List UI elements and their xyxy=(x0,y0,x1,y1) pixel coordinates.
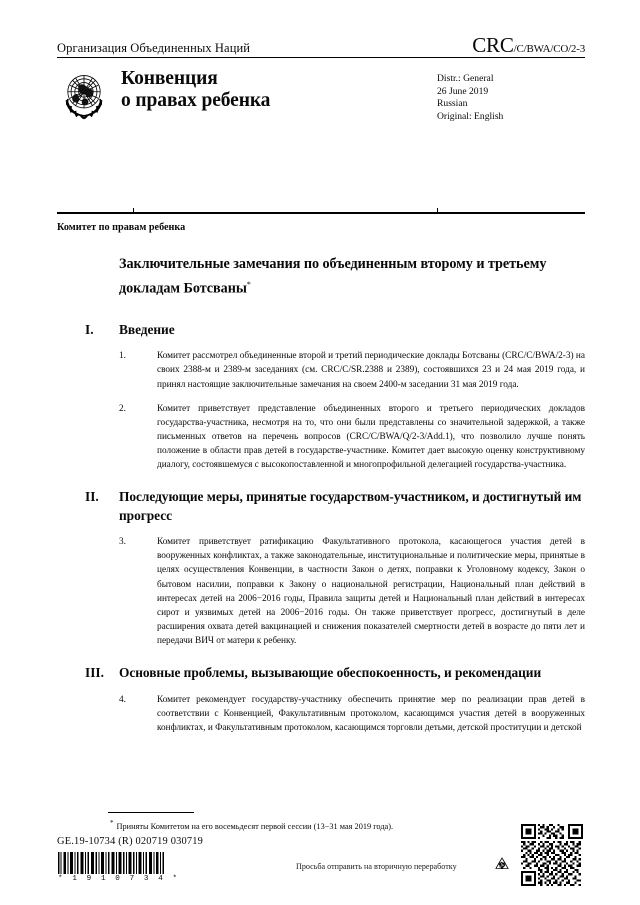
section-heading-3 xyxy=(85,664,585,683)
masthead xyxy=(57,33,585,129)
paragraph-number-3: 3. xyxy=(119,537,126,548)
section-number-2: II. xyxy=(85,489,99,505)
section-heading-1 xyxy=(85,321,585,340)
emblem-container xyxy=(57,67,115,129)
masthead-body xyxy=(57,67,585,129)
convention-title xyxy=(115,67,437,129)
paragraph-text-2: Комитет приветствует представление объединенных второго и третьего периодических докладов государства-участника, несмотря на то, что они были представлены со значительной задержкой, а также письменных ответов на перечень вопросов (CRC/C/BWA/Q/2-3/Add.1), что позволило лучше понять положение в области прав детей в государстве-участнике. Комитет дает высокую оценку конструктивному диалогу, состоявшемуся с высокопоставленной и многопрофильной делегацией государства-участника. xyxy=(157,403,585,470)
rule-tick-right xyxy=(437,208,438,212)
paragraph-text-1: Комитет рассмотрел объединенные второй и третий периодические доклады Ботсваны (CRC/C/BWA/2-3) на своих 2388-м и 2389-м заседаниях (см. CRC/C/SR.2388 и 2389), состоявшихся 23 и 24 мая 2019 года, и принял настоящие заключительные замечания на своем 2400-м заседании 31 мая 2019 года. xyxy=(157,351,585,390)
un-emblem xyxy=(57,69,111,121)
barcode xyxy=(58,852,180,883)
paragraph-number-2: 2. xyxy=(119,403,126,414)
footnote-marker: * xyxy=(110,819,114,827)
section-number-1: I. xyxy=(85,321,94,337)
document-symbol xyxy=(472,33,585,58)
footnote xyxy=(110,818,530,832)
distribution-type: Distr.: General xyxy=(437,73,494,84)
barcode-bars xyxy=(58,852,166,874)
paragraph-number-4: 4. xyxy=(119,694,126,705)
footnote-separator xyxy=(108,812,194,813)
document-symbol-main: CRC xyxy=(472,33,514,57)
document-symbol-suffix: /C/BWA/CO/2-3 xyxy=(513,43,585,55)
distribution-language: Russian xyxy=(437,98,468,110)
distribution-original: Original: English xyxy=(437,110,504,122)
paragraph-2 xyxy=(119,402,585,472)
masthead-top-row xyxy=(57,33,585,55)
paragraph-1 xyxy=(119,349,585,391)
paragraph-4 xyxy=(119,693,585,735)
convention-title-line1: Конвенция xyxy=(121,68,218,89)
document-content xyxy=(57,222,585,735)
qr-code xyxy=(521,824,583,886)
footnote-text: Приняты Комитетом на его восемьдесят первой сессии (13−31 мая 2019 года). xyxy=(116,821,394,831)
section-number-3: III. xyxy=(85,665,104,681)
rule-tick-left xyxy=(133,208,134,212)
paragraph-3 xyxy=(119,535,585,648)
recycle-icon xyxy=(492,855,512,875)
section-title-2: Последующие меры, принятые государством-участником, и достигнутый им прогресс xyxy=(119,489,582,523)
section-title-3: Основные проблемы, вызывающие обеспокоенность, и рекомендации xyxy=(119,665,542,681)
section-title-1: Введение xyxy=(119,321,175,337)
paragraph-number-1: 1. xyxy=(119,351,126,362)
header-separator-rule xyxy=(57,212,585,214)
paragraph-text-4: Комитет рекомендует государству-участнику обеспечить принятие мер по реализации прав детей в соответствии с Конвенцией, Факультативным протоколом, касающимся участия детей в вооруженных конфликтах, и Факультативным протоколом, касающимся торговли детьми, детской проституции и детской xyxy=(157,694,585,733)
recycle-note: Просьба отправить на вторичную переработку xyxy=(296,862,457,871)
paragraph-text-3: Комитет приветствует ратификацию Факультативного протокола, касающегося участия детей в вооруженных конфликтах, а также законодательные, институциональные и политические меры, принятые в целях осуществления Конвенции, в частности Закон о детях, поправки к Уголовному кодексу, Закон о бытовом насилии, поправки к Закону о национальной регистрации, Национальный план действий в интересах детей на 2006−2016 годы, Правила защиты детей и Национальный план действий в интересах сирот и уязвимых детей на 2006−2016 годы. Он также приветствует прогресс, достигнутый в деле расширения охвата детей вакцинацией и снижения показателей смертности детей в возрасте до пяти лет и передачи ВИЧ от матери к ребенку. xyxy=(157,537,585,646)
page-title-text: Заключительные замечания по объединенным второму и третьему докладам Ботсваны xyxy=(119,256,547,297)
title-footnote-marker: * xyxy=(246,279,251,289)
distribution-block xyxy=(437,67,585,129)
section-heading-2 xyxy=(85,488,585,525)
page-title xyxy=(119,255,585,299)
organization-name: Организация Объединенных Наций xyxy=(57,41,251,55)
convention-title-line2: о правах ребенка xyxy=(121,90,271,111)
ge-document-code: GE.19-10734 (R) 020719 030719 xyxy=(57,836,204,847)
barcode-digits: * 1 9 1 0 7 3 4 * xyxy=(58,875,180,883)
committee-name: Комитет по правам ребенка xyxy=(57,222,186,233)
distribution-date: 26 June 2019 xyxy=(437,85,489,97)
